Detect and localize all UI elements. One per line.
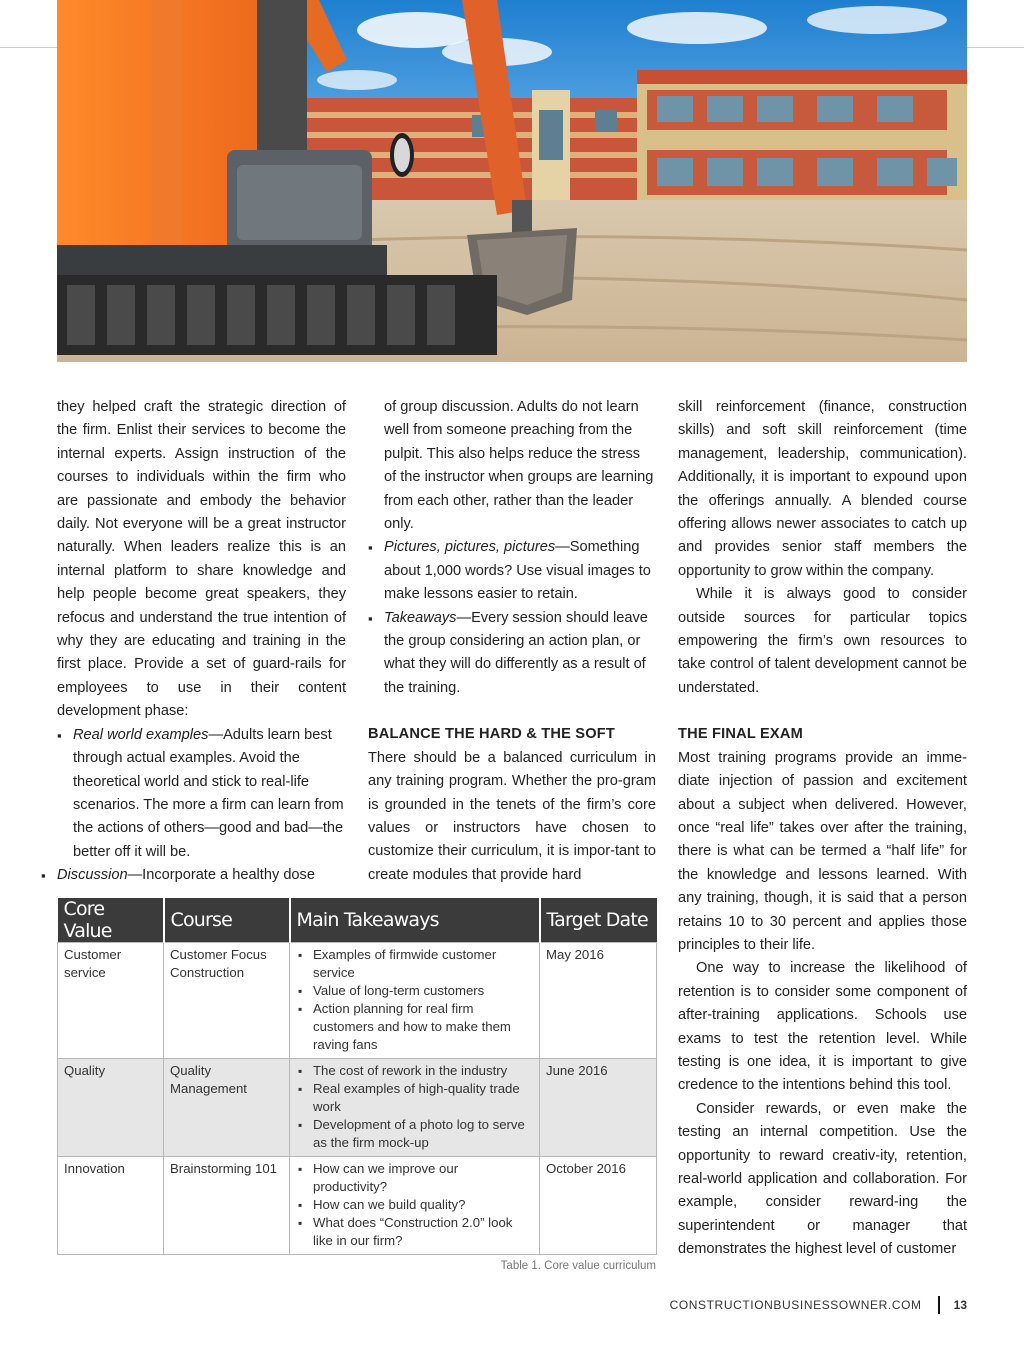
column-header: Main Takeaways [290, 898, 540, 943]
website-url: CONSTRUCTIONBUSINESSOWNER.COM [669, 1298, 922, 1312]
table-caption: Table 1. Core value curriculum [500, 1260, 656, 1272]
takeaway-item: ▪ What does “Construction 2.0” look like in our firm? [296, 1214, 533, 1250]
col3-paragraph-3: Most training programs provide an imme-diate injection of passion and excitement about a subject when delivered. However, once “real life” takes over after the training, there is what can be termed a “half life” for the knowledge and lessons learned. With any training, though, it is said that a person retains 10 to 30 percent and applies those principles to their life. [678, 749, 967, 953]
col3-paragraph-5: Consider rewards, or even make the testing an internal competition. Use the opportunity to reward creativ-ity, retention, real-world application and collaboration. For example, consider reward-ing the superintendent or manager that demonstrates the highest level of customer [678, 1100, 967, 1258]
top-rule-left [0, 47, 57, 48]
excavator-photo [57, 0, 967, 362]
section-heading-balance: BALANCE THE HARD & THE SOFT [368, 726, 616, 743]
course-cell: Brainstorming 101 [164, 1157, 290, 1255]
col3-paragraph-4: One way to increase the likelihood of retention is to consider some component of after-training applications. Schools use exams to test the retention level. While testing is one idea, it is important to give credence to the intentions behind this tool. [678, 960, 967, 1094]
course-cell: Quality Management [164, 1059, 290, 1157]
list-item [41, 864, 346, 887]
curriculum-table [57, 898, 657, 1255]
takeaway-item: ▪ Action planning for real firm customers and how to make them raving fans [296, 1000, 533, 1054]
bullet-text: —Every session should leave the group considering an action plan, or what they will do differently as a result of the training. [384, 609, 648, 696]
bullet-term: Takeaways [384, 609, 457, 626]
bullet-term: Real world examples [73, 726, 209, 743]
table-header-row [58, 898, 657, 943]
takeaway-item: ▪ Real examples of high-quality trade work [296, 1080, 533, 1116]
takeaway-item: ▪ How can we build quality? [296, 1196, 533, 1214]
table-row [58, 943, 657, 1059]
text-column-3 [678, 396, 967, 1262]
takeaways-cell [290, 1059, 540, 1157]
target-date-cell: May 2016 [540, 943, 657, 1059]
takeaways-cell [290, 943, 540, 1059]
column-header: Core Value [58, 898, 164, 943]
col3-paragraph-1: skill reinforcement (finance, construction skills) and soft skill reinforcement (time management, leadership, communication). Additionally, it is important to expound upon the offerings annually. A blended course offering allows newer associates to catch up and provides senior staff members the opportunity to grow within the company. [678, 399, 967, 579]
target-date-cell: June 2016 [540, 1059, 657, 1157]
takeaway-item: ▪ Development of a photo log to serve as the firm mock-up [296, 1116, 533, 1152]
bullet-term: Pictures, pictures, pictures [384, 539, 556, 556]
page-number: 13 [953, 1298, 967, 1312]
table-row [58, 1157, 657, 1255]
takeaway-item: ▪ The cost of rework in the industry [296, 1062, 533, 1080]
list-item [57, 724, 346, 864]
column-header: Course [164, 898, 290, 943]
guardrails-list-part2 [368, 536, 656, 700]
core-value-cell: Customer service [58, 943, 164, 1059]
col1-intro: they helped craft the strategic direction of the firm. Enlist their services to become the internal experts. Assign instruction of the courses to individuals within the firm who are passionate and embody the behavior daily. Not everyone will be a great instructor naturally. When leaders realize this is an internal platform to share knowledge and help people become great speakers, they refocus and understand the true intention of why they are educating and training in the first place. Provide a set of guard-rails for employees to use in their content development phase: [57, 399, 346, 720]
target-date-cell: October 2016 [540, 1157, 657, 1255]
core-value-cell: Quality [58, 1059, 164, 1157]
page-footer [670, 1296, 967, 1314]
top-rule-right [967, 47, 1024, 48]
bullet-text: —Adults learn best through actual examples. Avoid the theoretical world and stick to real-life scenarios. The more a firm can learn from the actions of others—good and bad—the better off it will be. [73, 726, 344, 860]
bullet-term: Discussion [57, 867, 128, 884]
bullet-text: —Something about 1,000 words? Use visual images to make lessons easier to retain. [384, 539, 651, 603]
col2-paragraph: There should be a balanced curriculum in any training program. Whether the pro-gram is grounded in the tenets of the firm’s core values or instructors have chosen to customize their curriculum, it is impor-tant to create modules that provide hard [368, 749, 656, 883]
bullet-text: —Incorporate a healthy dose [127, 867, 315, 884]
takeaway-item: ▪ Examples of firmwide customer service [296, 946, 533, 982]
list-item [368, 607, 656, 701]
takeaway-item: ▪ How can we improve our productivity? [296, 1160, 533, 1196]
takeaway-item: ▪ Value of long-term customers [296, 982, 533, 1000]
list-item [368, 536, 656, 606]
core-value-cell: Innovation [58, 1157, 164, 1255]
text-column-1 [57, 396, 346, 888]
construction-excavator-photo-icon [57, 0, 967, 362]
text-column-2 [368, 396, 656, 887]
table-row [58, 1059, 657, 1157]
footer-divider [938, 1296, 940, 1314]
course-cell: Customer Focus Construction [164, 943, 290, 1059]
col2-continuation: of group discussion. Adults do not learn well from someone preaching from the pulpit. This also helps reduce the stress of the instructor when groups are learning from each other, rather than the leader only. [384, 399, 654, 533]
section-heading-final-exam: THE FINAL EXAM [678, 726, 803, 743]
guardrails-list-part1 [57, 724, 346, 888]
takeaways-cell [290, 1157, 540, 1255]
core-value-table [57, 898, 656, 1272]
column-header: Target Date [540, 898, 657, 943]
col3-paragraph-2: While it is always good to consider outside sources for particular topics empowering the firm’s own resources to take control of talent development cannot be understated. [678, 586, 967, 696]
